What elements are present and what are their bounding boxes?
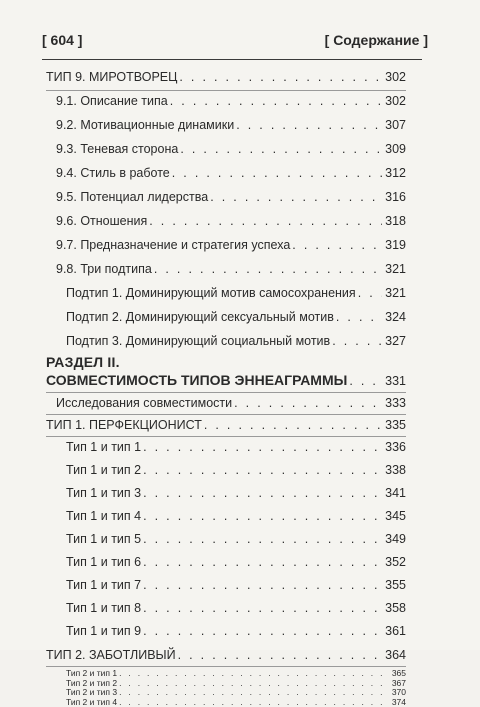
section-2-label: РАЗДЕЛ II. [46,354,120,370]
toc-entry-section-2[interactable]: СОВМЕСТИМОСТЬ ТИПОВ ЭННЕАГРАММЫ . . . 331 [46,372,406,388]
toc-entry-research[interactable]: Исследования совместимости . . . 333 [56,396,406,410]
toc-entry-1-1[interactable]: Тип 1 и тип 1 . . . 336 [66,440,406,454]
toc-continued [46,0,406,650]
section-title: [ Содержание ] [324,32,428,48]
toc-entry-9-7[interactable]: 9.7. Предназначение и стратегия успеха . . . 319 [56,238,406,252]
toc-entry-1-8[interactable]: Тип 1 и тип 8 . . . 358 [66,601,406,615]
toc-entry-subtype-3[interactable]: Подтип 3. Доминирующий социальный мотив . . . 327 [66,334,406,348]
toc-entry-type9[interactable]: ТИП 9. МИРОТВОРЕЦ . . . 302 [46,70,406,84]
toc-entry-1-3[interactable]: Тип 1 и тип 3 . . . 341 [66,486,406,500]
toc-entry-2-1[interactable]: Тип 2 и тип 1 . . . 365 [66,669,406,678]
toc-entry-1-7[interactable]: Тип 1 и тип 7 . . . 355 [66,578,406,592]
toc-entry-2-4[interactable]: Тип 2 и тип 4 . . . 374 [66,698,406,707]
toc-entry-2-2[interactable]: Тип 2 и тип 2 . . . 367 [66,679,406,688]
toc-entry-subtype-1[interactable]: Подтип 1. Доминирующий мотив самосохранения . . . 321 [66,286,406,300]
page-number: [ 604 ] [42,32,83,48]
toc-entry-1-9[interactable]: Тип 1 и тип 9 . . . 361 [66,624,406,638]
toc-entry-9-4[interactable]: 9.4. Стиль в работе . . . 312 [56,166,406,180]
toc-entry-1-6[interactable]: Тип 1 и тип 6 . . . 352 [66,555,406,569]
toc-entry-9-5[interactable]: 9.5. Потенциал лидерства . . . 316 [56,190,406,204]
toc-entry-9-8[interactable]: 9.8. Три подтипа . . . 321 [56,262,406,276]
toc-entry-1-2[interactable]: Тип 1 и тип 2 . . . 338 [66,463,406,477]
toc-entry-type1[interactable]: ТИП 1. ПЕРФЕКЦИОНИСТ . . . 335 [46,418,406,432]
toc-entry-subtype-2[interactable]: Подтип 2. Доминирующий сексуальный мотив . . . 324 [66,310,406,324]
toc-entry-type2[interactable]: ТИП 2. ЗАБОТЛИВЫЙ . . . 364 [46,648,406,662]
toc-entry-9-3[interactable]: 9.3. Теневая сторона . . . 309 [56,142,406,156]
divider [46,666,406,667]
toc-entry-9-1[interactable]: 9.1. Описание типа . . . 302 [56,94,406,108]
toc-entry-9-2[interactable]: 9.2. Мотивационные динамики . . . 307 [56,118,406,132]
toc-entry-9-6[interactable]: 9.6. Отношения . . . 318 [56,214,406,228]
toc-entry-1-5[interactable]: Тип 1 и тип 5 . . . 349 [66,532,406,546]
toc-entry-2-3[interactable]: Тип 2 и тип 3 . . . 370 [66,688,406,697]
toc-entry-1-4[interactable]: Тип 1 и тип 4 . . . 345 [66,509,406,523]
